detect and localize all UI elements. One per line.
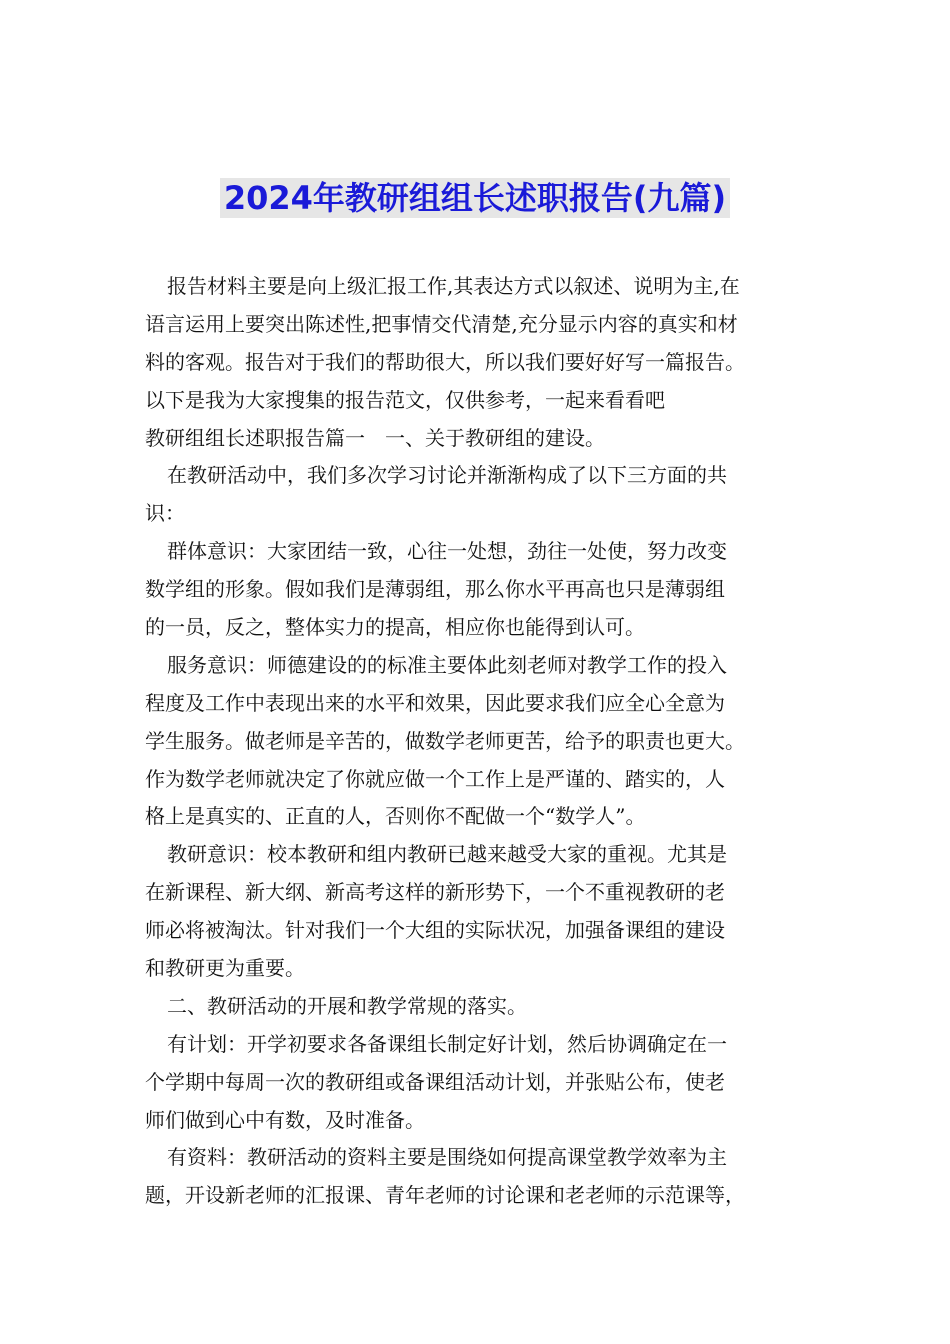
text-line: 师们做到心中有数，及时准备。 <box>145 1107 425 1132</box>
text-line: 料的客观。报告对于我们的帮助很大，所以我们要好好写一篇报告。 <box>145 349 745 374</box>
text-line: 个学期中每周一次的教研组或备课组活动计划，并张贴公布，使老 <box>145 1069 725 1094</box>
text-line: 服务意识：师德建设的的标准主要体此刻老师对教学工作的投入 <box>167 652 727 677</box>
text-line: 语言运用上要突出陈述性,把事情交代清楚,充分显示内容的真实和材 <box>145 311 738 336</box>
text-line: 作为数学老师就决定了你就应做一个工作上是严谨的、踏实的，人 <box>145 766 725 791</box>
text-line: 教研组组长述职报告篇一 一、关于教研组的建设。 <box>145 425 605 450</box>
text-line: 有资料：教研活动的资料主要是围绕如何提高课堂教学效率为主 <box>167 1145 727 1170</box>
text-line: 教研意识：校本教研和组内教研已越来越受大家的重视。尤其是 <box>167 842 727 867</box>
title-container <box>0 178 950 218</box>
text-line: 在教研活动中，我们多次学习讨论并渐渐构成了以下三方面的共 <box>167 463 727 488</box>
text-line: 的一员，反之，整体实力的提高，相应你也能得到认可。 <box>145 615 645 640</box>
text-line: 和教研更为重要。 <box>145 956 305 981</box>
text-line: 数学组的形象。假如我们是薄弱组，那么你水平再高也只是薄弱组 <box>145 577 725 602</box>
document-body <box>145 268 825 1215</box>
text-line: 群体意识：大家团结一致，心往一处想，劲往一处使，努力改变 <box>167 539 727 564</box>
text-line: 识： <box>145 501 185 526</box>
text-line: 题，开设新老师的汇报课、青年老师的讨论课和老老师的示范课等， <box>145 1183 745 1208</box>
text-line: 以下是我为大家搜集的报告范文，仅供参考，一起来看看吧 <box>145 387 665 412</box>
text-line: 程度及工作中表现出来的水平和效果，因此要求我们应全心全意为 <box>145 690 725 715</box>
document-title: 2024年教研组组长述职报告(九篇) <box>220 178 730 218</box>
text-line: 格上是真实的、正直的人，否则你不配做一个“数学人”。 <box>145 804 646 829</box>
text-line: 二、教研活动的开展和教学常规的落实。 <box>167 993 527 1018</box>
text-line: 有计划：开学初要求各备课组长制定好计划，然后协调确定在一 <box>167 1031 727 1056</box>
text-line: 在新课程、新大纲、新高考这样的新形势下，一个不重视教研的老 <box>145 880 725 905</box>
text-line: 学生服务。做老师是辛苦的，做数学老师更苦，给予的职责也更大。 <box>145 728 745 753</box>
text-line: 报告材料主要是向上级汇报工作,其表达方式以叙述、说明为主,在 <box>167 274 740 298</box>
text-line: 师必将被淘汰。针对我们一个大组的实际状况，加强备课组的建设 <box>145 918 725 943</box>
